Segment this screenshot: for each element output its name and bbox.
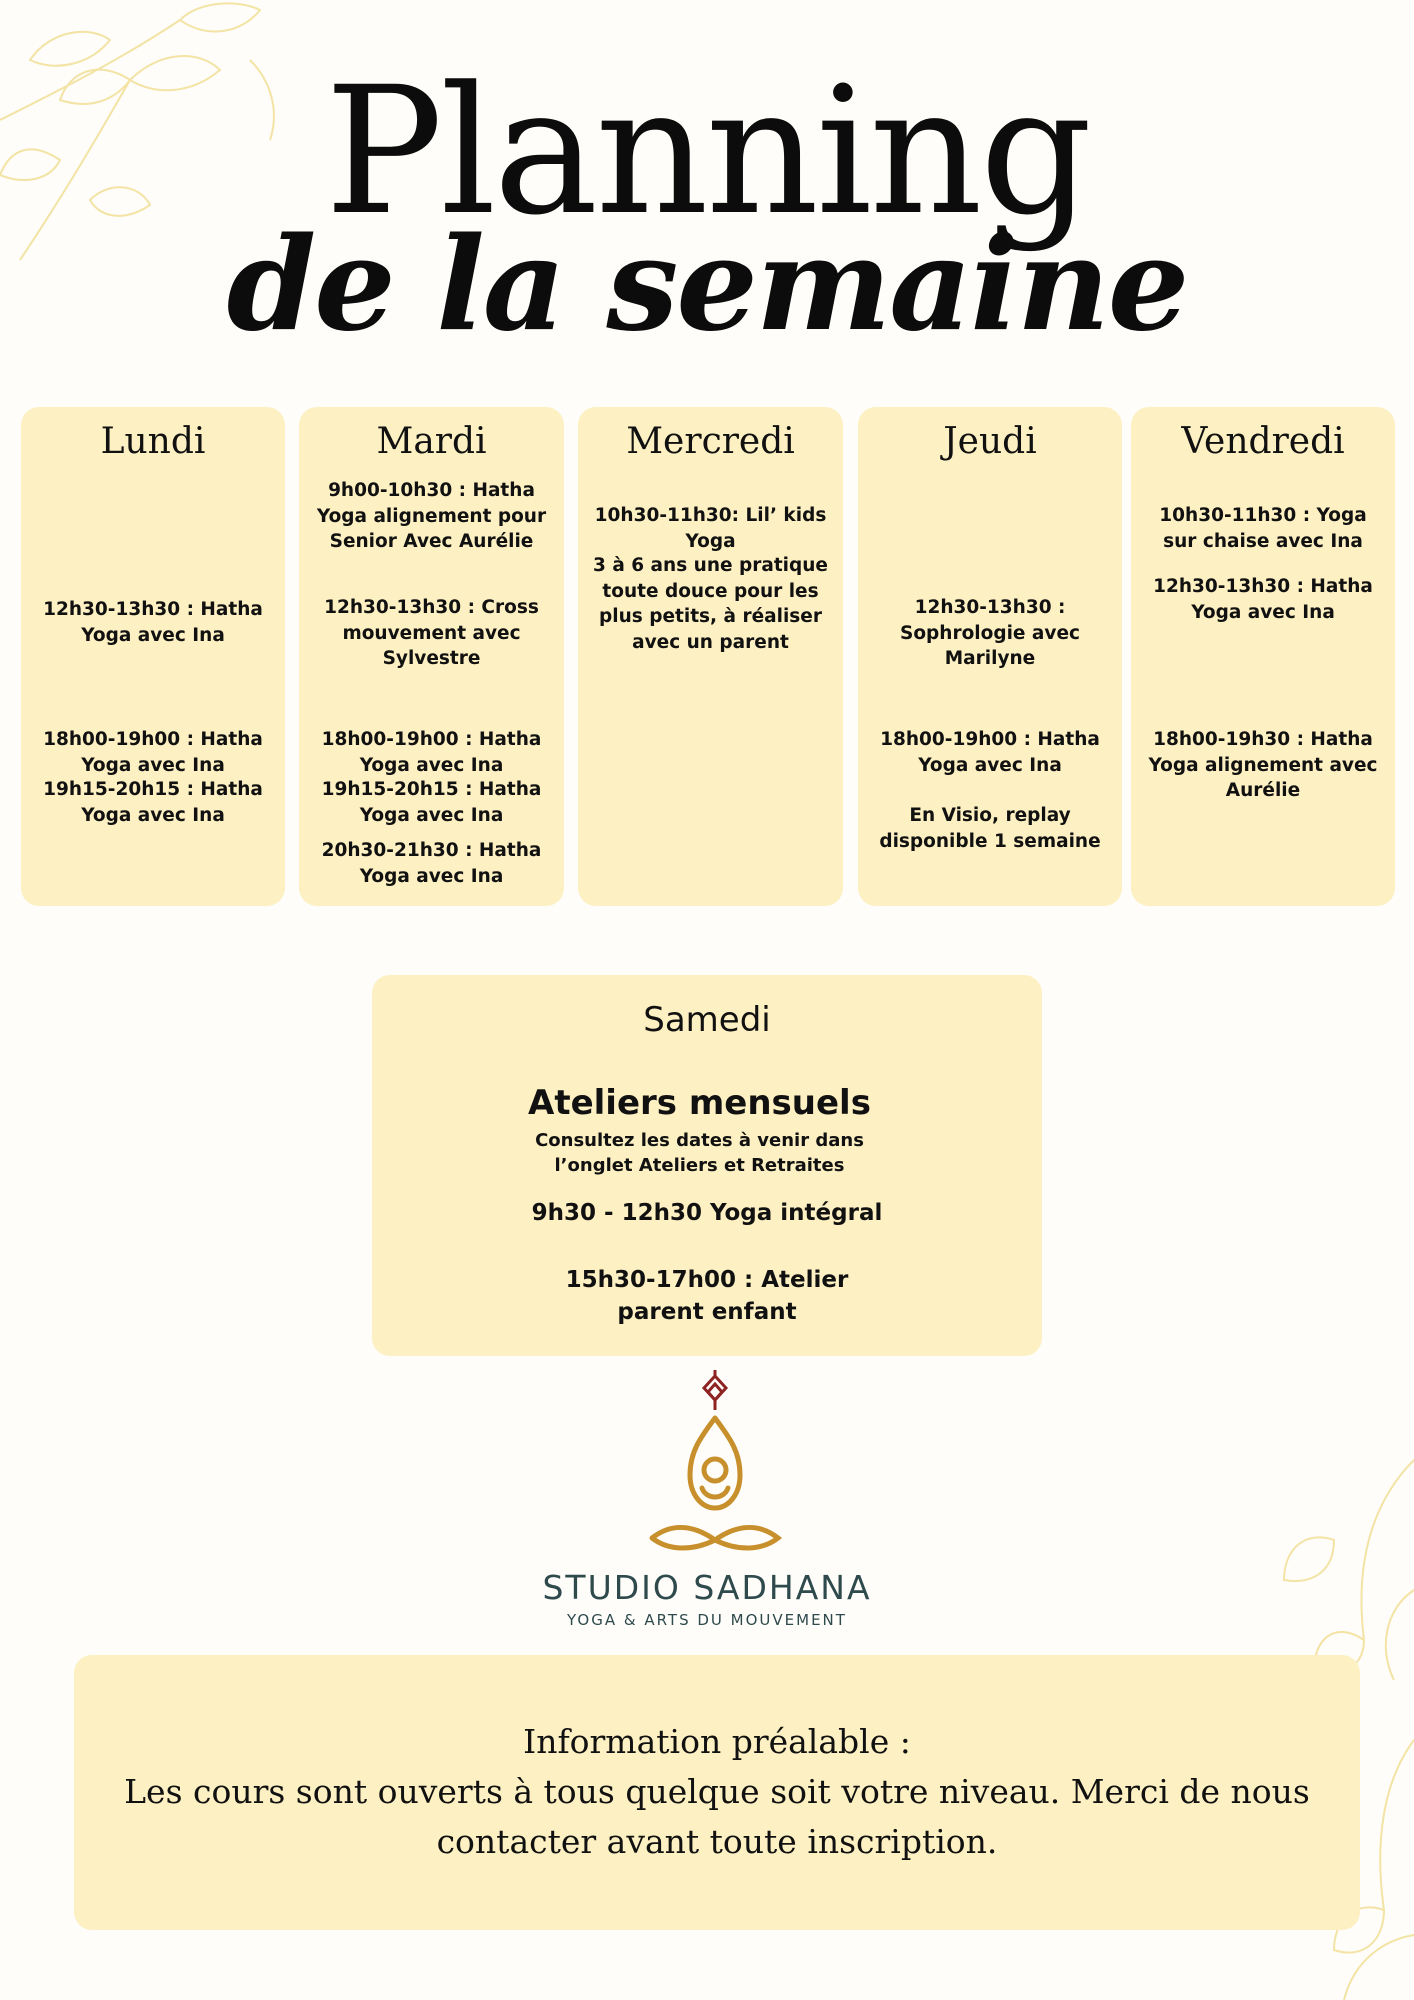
- schedule-slot: 12h30-13h30 : Cross mouvement avec Sylvestre: [324, 597, 539, 669]
- schedule-slot: 19h15-20h15 : Hatha Yoga avec Ina: [43, 779, 263, 826]
- day-card-vendredi: [1131, 407, 1395, 906]
- schedule-slot: 18h00-19h30 : Hatha Yoga alignement avec Aurélie: [1148, 729, 1378, 801]
- studio-logo-icon: [640, 1370, 790, 1560]
- day-card-mardi: [299, 407, 564, 906]
- schedule-slot: 20h30-21h30 : Hatha Yoga avec Ina: [321, 840, 542, 887]
- day-card-jeudi: [858, 407, 1122, 906]
- day-title: Mercredi: [626, 421, 795, 462]
- schedule-slot: 9h00-10h30 : Hatha Yoga alignement pour Senior Avec Aurélie: [316, 480, 547, 552]
- schedule-slot: 18h00-19h00 : Hatha Yoga avec Ina: [321, 729, 542, 776]
- page-subtitle-script: de la semaine: [226, 210, 1188, 360]
- schedule-slot: 12h30-13h30 : Sophrologie avec Marilyne: [900, 597, 1080, 669]
- studio-tagline: YOGA & ARTS DU MOUVEMENT: [567, 1611, 847, 1629]
- schedule-slot: 10h30-11h30 : Yoga sur chaise avec Ina: [1159, 505, 1367, 552]
- day-title: Vendredi: [1181, 421, 1345, 462]
- info-body: Les cours sont ouverts à tous quelque soit votre niveau. Merci de nous contacter avant toute inscription.: [124, 1772, 1310, 1861]
- info-card: [74, 1655, 1360, 1930]
- day-card-lundi: [21, 407, 285, 906]
- day-title: Jeudi: [943, 421, 1037, 462]
- schedule-slot: 15h30-17h00 : Atelier parent enfant: [565, 1267, 849, 1325]
- info-heading: Information préalable :: [523, 1722, 911, 1761]
- schedule-slot: 18h00-19h00 : Hatha Yoga avec Ina: [43, 729, 263, 776]
- schedule-slot: 18h00-19h00 : Hatha Yoga avec Ina: [880, 729, 1100, 776]
- workshops-subtitle: Consultez les dates à venir dans l’onglet Ateliers et Retraites: [535, 1130, 864, 1176]
- day-title: Samedi: [643, 1000, 771, 1040]
- schedule-slot: En Visio, replay disponible 1 semaine: [879, 805, 1101, 852]
- schedule-slot: 12h30-13h30 : Hatha Yoga avec Ina: [43, 599, 263, 646]
- schedule-slot: 3 à 6 ans une pratique toute douce pour les plus petits, à réaliser avec un parent: [593, 555, 828, 653]
- workshops-heading: Ateliers mensuels: [528, 1083, 871, 1123]
- schedule-slot: 19h15-20h15 : Hatha Yoga avec Ina: [321, 779, 542, 826]
- day-card-mercredi: [578, 407, 843, 906]
- studio-name: STUDIO SADHANA: [542, 1568, 872, 1607]
- day-title: Mardi: [376, 421, 487, 462]
- schedule-slot: 10h30-11h30: Lil’ kids Yoga: [594, 505, 827, 552]
- schedule-slot: 9h30 - 12h30 Yoga intégral: [531, 1200, 883, 1226]
- schedule-slot: 12h30-13h30 : Hatha Yoga avec Ina: [1153, 576, 1373, 623]
- page-title: Planning: [324, 49, 1090, 254]
- day-card-samedi: [372, 975, 1042, 1356]
- day-title: Lundi: [100, 421, 206, 462]
